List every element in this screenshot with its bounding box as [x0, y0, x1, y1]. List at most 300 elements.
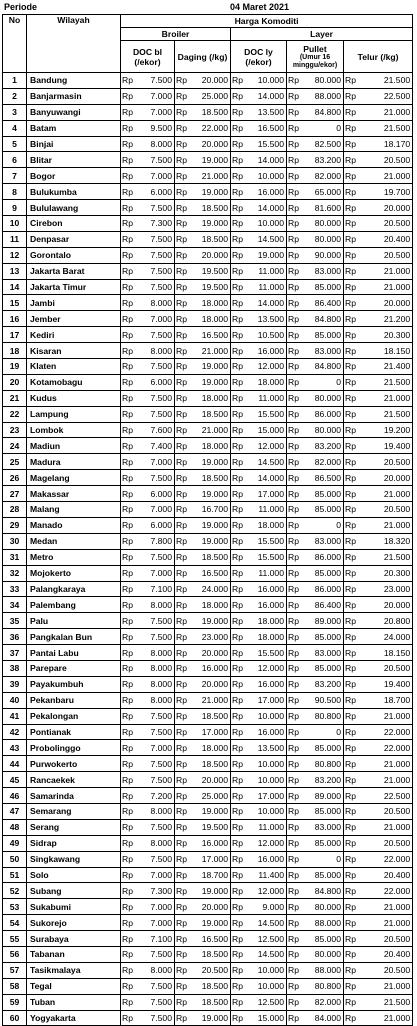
row-wilayah: Blitar	[27, 152, 121, 168]
cell-pullet: 84.800	[300, 359, 344, 375]
currency-label: Rp	[287, 931, 300, 947]
cell-doc-ly: 14.500	[244, 231, 287, 247]
row-no: 37	[3, 645, 27, 661]
currency-label: Rp	[121, 438, 134, 454]
cell-pullet: 83.000	[300, 819, 344, 835]
row-wilayah: Cirebon	[27, 216, 121, 232]
currency-label: Rp	[231, 502, 244, 518]
cell-pullet: 83.200	[300, 676, 344, 692]
table-row	[3, 978, 413, 994]
header-doc-bl: DOC bl (/ekor)	[121, 41, 175, 73]
cell-pullet: 80.000	[300, 946, 344, 962]
currency-label: Rp	[287, 676, 300, 692]
currency-label: Rp	[175, 756, 188, 772]
cell-pullet: 88.000	[300, 962, 344, 978]
row-wilayah: Pantai Labu	[27, 645, 121, 661]
currency-label: Rp	[287, 756, 300, 772]
cell-doc-ly: 17.000	[244, 788, 287, 804]
currency-label: Rp	[231, 343, 244, 359]
currency-label: Rp	[175, 708, 188, 724]
cell-doc-ly: 15.500	[244, 533, 287, 549]
row-no: 42	[3, 724, 27, 740]
row-no: 14	[3, 279, 27, 295]
cell-pullet: 83.200	[300, 438, 344, 454]
cell-telur: 20.500	[357, 835, 413, 851]
cell-daging: 19.000	[188, 152, 231, 168]
currency-label: Rp	[231, 263, 244, 279]
currency-label: Rp	[175, 359, 188, 375]
currency-label: Rp	[175, 867, 188, 883]
cell-daging: 18.000	[188, 740, 231, 756]
cell-doc-ly: 10.000	[244, 772, 287, 788]
cell-pullet: 84.000	[300, 1010, 344, 1026]
currency-label: Rp	[121, 231, 134, 247]
cell-doc-ly: 11.000	[244, 819, 287, 835]
table-row	[3, 676, 413, 692]
cell-pullet: 80.800	[300, 756, 344, 772]
table-row	[3, 73, 413, 89]
currency-label: Rp	[231, 247, 244, 263]
table-row	[3, 851, 413, 867]
currency-label: Rp	[231, 788, 244, 804]
table-row	[3, 772, 413, 788]
currency-label: Rp	[231, 120, 244, 136]
row-no: 45	[3, 772, 27, 788]
currency-label: Rp	[121, 136, 134, 152]
row-wilayah: Tuban	[27, 994, 121, 1010]
currency-label: Rp	[287, 724, 300, 740]
cell-pullet: 85.000	[300, 629, 344, 645]
row-no: 43	[3, 740, 27, 756]
row-no: 28	[3, 502, 27, 518]
currency-label: Rp	[231, 374, 244, 390]
currency-label: Rp	[231, 629, 244, 645]
cell-telur: 20.500	[357, 803, 413, 819]
row-no: 11	[3, 231, 27, 247]
currency-label: Rp	[344, 454, 357, 470]
currency-label: Rp	[175, 517, 188, 533]
cell-doc-bl: 7.500	[134, 359, 175, 375]
cell-doc-bl: 8.000	[134, 835, 175, 851]
currency-label: Rp	[344, 88, 357, 104]
header-wilayah: Wilayah	[27, 15, 121, 73]
currency-label: Rp	[344, 676, 357, 692]
cell-doc-bl: 7.600	[134, 422, 175, 438]
cell-telur: 20.400	[357, 231, 413, 247]
currency-label: Rp	[121, 216, 134, 232]
currency-label: Rp	[175, 645, 188, 661]
row-no: 15	[3, 295, 27, 311]
currency-label: Rp	[344, 597, 357, 613]
currency-label: Rp	[287, 1010, 300, 1026]
cell-daging: 18.500	[188, 708, 231, 724]
table-row	[3, 390, 413, 406]
currency-label: Rp	[121, 660, 134, 676]
currency-label: Rp	[344, 978, 357, 994]
table-row	[3, 867, 413, 883]
cell-telur: 20.000	[357, 200, 413, 216]
currency-label: Rp	[175, 327, 188, 343]
row-wilayah: Subang	[27, 883, 121, 899]
cell-pullet: 80.000	[300, 73, 344, 89]
currency-label: Rp	[287, 803, 300, 819]
row-wilayah: Batam	[27, 120, 121, 136]
currency-label: Rp	[121, 835, 134, 851]
cell-telur: 18.700	[357, 692, 413, 708]
currency-label: Rp	[344, 1010, 357, 1026]
currency-label: Rp	[121, 73, 134, 89]
currency-label: Rp	[344, 692, 357, 708]
cell-doc-ly: 13.500	[244, 104, 287, 120]
table-row	[3, 565, 413, 581]
currency-label: Rp	[121, 359, 134, 375]
currency-label: Rp	[175, 104, 188, 120]
currency-label: Rp	[287, 629, 300, 645]
cell-doc-bl: 8.000	[134, 645, 175, 661]
cell-doc-bl: 7.400	[134, 438, 175, 454]
currency-label: Rp	[231, 613, 244, 629]
currency-label: Rp	[175, 931, 188, 947]
header-no: No	[3, 15, 27, 73]
currency-label: Rp	[175, 422, 188, 438]
title-bar	[0, 0, 417, 14]
currency-label: Rp	[175, 168, 188, 184]
currency-label: Rp	[121, 597, 134, 613]
table-row	[3, 168, 413, 184]
cell-telur: 21.000	[357, 1010, 413, 1026]
period-date: 04 Maret 2021	[230, 2, 290, 12]
cell-telur: 18.170	[357, 136, 413, 152]
cell-doc-bl: 7.000	[134, 88, 175, 104]
cell-telur: 21.000	[357, 390, 413, 406]
currency-label: Rp	[344, 851, 357, 867]
currency-label: Rp	[231, 867, 244, 883]
header-pullet	[287, 41, 344, 73]
cell-telur: 21.000	[357, 279, 413, 295]
cell-daging: 19.000	[188, 883, 231, 899]
cell-telur: 21.000	[357, 517, 413, 533]
cell-doc-bl: 8.000	[134, 692, 175, 708]
table-row	[3, 692, 413, 708]
cell-doc-bl: 7.000	[134, 311, 175, 327]
row-wilayah: Singkawang	[27, 851, 121, 867]
currency-label: Rp	[121, 374, 134, 390]
currency-label: Rp	[175, 136, 188, 152]
cell-doc-ly: 16.500	[244, 120, 287, 136]
row-no: 49	[3, 835, 27, 851]
row-wilayah: Yogyakarta	[27, 1010, 121, 1026]
cell-doc-ly: 12.500	[244, 994, 287, 1010]
cell-doc-ly: 15.500	[244, 136, 287, 152]
currency-label: Rp	[287, 502, 300, 518]
cell-telur: 22.000	[357, 740, 413, 756]
currency-label: Rp	[344, 931, 357, 947]
table-row	[3, 374, 413, 390]
currency-label: Rp	[121, 470, 134, 486]
cell-pullet: 65.000	[300, 184, 344, 200]
currency-label: Rp	[287, 406, 300, 422]
row-wilayah: Metro	[27, 549, 121, 565]
cell-doc-bl: 7.000	[134, 915, 175, 931]
row-no: 29	[3, 517, 27, 533]
row-no: 58	[3, 978, 27, 994]
row-wilayah: Samarinda	[27, 788, 121, 804]
currency-label: Rp	[287, 899, 300, 915]
currency-label: Rp	[344, 533, 357, 549]
currency-label: Rp	[231, 88, 244, 104]
cell-doc-ly: 13.500	[244, 311, 287, 327]
currency-label: Rp	[344, 772, 357, 788]
currency-label: Rp	[287, 374, 300, 390]
currency-label: Rp	[344, 724, 357, 740]
currency-label: Rp	[344, 390, 357, 406]
row-no: 47	[3, 803, 27, 819]
cell-pullet: 0	[300, 517, 344, 533]
cell-pullet: 0	[300, 724, 344, 740]
currency-label: Rp	[231, 454, 244, 470]
cell-telur: 21.000	[357, 899, 413, 915]
currency-label: Rp	[344, 374, 357, 390]
currency-label: Rp	[231, 581, 244, 597]
row-wilayah: Palembang	[27, 597, 121, 613]
currency-label: Rp	[287, 946, 300, 962]
row-no: 51	[3, 867, 27, 883]
row-wilayah: Probolinggo	[27, 740, 121, 756]
cell-doc-bl: 7.100	[134, 581, 175, 597]
cell-doc-bl: 7.500	[134, 200, 175, 216]
cell-telur: 23.000	[357, 581, 413, 597]
cell-doc-bl: 7.000	[134, 740, 175, 756]
cell-doc-bl: 7.500	[134, 549, 175, 565]
row-no: 16	[3, 311, 27, 327]
cell-pullet: 80.000	[300, 231, 344, 247]
row-wilayah: Tasikmalaya	[27, 962, 121, 978]
cell-daging: 16.000	[188, 835, 231, 851]
currency-label: Rp	[231, 851, 244, 867]
row-no: 57	[3, 962, 27, 978]
currency-label: Rp	[231, 565, 244, 581]
cell-doc-bl: 8.000	[134, 597, 175, 613]
row-no: 20	[3, 374, 27, 390]
row-wilayah: Bululawang	[27, 200, 121, 216]
currency-label: Rp	[344, 104, 357, 120]
currency-label: Rp	[231, 200, 244, 216]
currency-label: Rp	[287, 708, 300, 724]
cell-daging: 18.500	[188, 549, 231, 565]
cell-daging: 25.000	[188, 88, 231, 104]
cell-doc-ly: 10.000	[244, 756, 287, 772]
table-row	[3, 581, 413, 597]
cell-pullet: 83.200	[300, 772, 344, 788]
cell-doc-ly: 14.500	[244, 946, 287, 962]
table-row	[3, 184, 413, 200]
cell-telur: 20.500	[357, 454, 413, 470]
currency-label: Rp	[121, 803, 134, 819]
currency-label: Rp	[121, 613, 134, 629]
currency-label: Rp	[231, 136, 244, 152]
cell-telur: 19.700	[357, 184, 413, 200]
cell-doc-bl: 7.500	[134, 247, 175, 263]
cell-daging: 20.000	[188, 899, 231, 915]
cell-doc-ly: 16.000	[244, 597, 287, 613]
cell-doc-ly: 12.000	[244, 835, 287, 851]
cell-daging: 19.500	[188, 279, 231, 295]
row-wilayah: Sidrap	[27, 835, 121, 851]
currency-label: Rp	[121, 517, 134, 533]
row-no: 30	[3, 533, 27, 549]
row-no: 36	[3, 629, 27, 645]
cell-doc-bl: 7.000	[134, 168, 175, 184]
cell-pullet: 82.000	[300, 168, 344, 184]
row-wilayah: Mojokerto	[27, 565, 121, 581]
currency-label: Rp	[175, 692, 188, 708]
currency-label: Rp	[231, 1010, 244, 1026]
currency-label: Rp	[344, 581, 357, 597]
currency-label: Rp	[344, 835, 357, 851]
cell-doc-ly: 10.000	[244, 73, 287, 89]
currency-label: Rp	[344, 740, 357, 756]
currency-label: Rp	[231, 946, 244, 962]
currency-label: Rp	[121, 152, 134, 168]
currency-label: Rp	[287, 581, 300, 597]
currency-label: Rp	[287, 883, 300, 899]
table-row	[3, 803, 413, 819]
cell-telur: 21.500	[357, 120, 413, 136]
cell-doc-bl: 7.500	[134, 470, 175, 486]
row-no: 48	[3, 819, 27, 835]
currency-label: Rp	[121, 819, 134, 835]
cell-daging: 16.500	[188, 327, 231, 343]
row-wilayah: Lampung	[27, 406, 121, 422]
currency-label: Rp	[175, 486, 188, 502]
cell-telur: 20.500	[357, 931, 413, 947]
row-wilayah: Magelang	[27, 470, 121, 486]
cell-daging: 19.000	[188, 454, 231, 470]
row-no: 35	[3, 613, 27, 629]
currency-label: Rp	[175, 660, 188, 676]
currency-label: Rp	[231, 660, 244, 676]
currency-label: Rp	[175, 502, 188, 518]
cell-pullet: 80.000	[300, 899, 344, 915]
cell-daging: 18.000	[188, 438, 231, 454]
row-no: 21	[3, 390, 27, 406]
cell-daging: 18.500	[188, 946, 231, 962]
currency-label: Rp	[231, 517, 244, 533]
currency-label: Rp	[175, 152, 188, 168]
row-no: 44	[3, 756, 27, 772]
cell-daging: 19.000	[188, 533, 231, 549]
currency-label: Rp	[121, 120, 134, 136]
cell-doc-ly: 16.000	[244, 581, 287, 597]
cell-doc-ly: 17.000	[244, 486, 287, 502]
currency-label: Rp	[344, 327, 357, 343]
table-row	[3, 660, 413, 676]
row-wilayah: Solo	[27, 867, 121, 883]
cell-doc-ly: 19.000	[244, 247, 287, 263]
cell-doc-ly: 18.000	[244, 613, 287, 629]
cell-doc-bl: 7.000	[134, 899, 175, 915]
currency-label: Rp	[175, 994, 188, 1010]
table-row	[3, 104, 413, 120]
row-wilayah: Denpasar	[27, 231, 121, 247]
currency-label: Rp	[175, 740, 188, 756]
currency-label: Rp	[121, 708, 134, 724]
cell-doc-bl: 8.000	[134, 660, 175, 676]
currency-label: Rp	[344, 279, 357, 295]
cell-telur: 20.500	[357, 247, 413, 263]
cell-doc-bl: 7.300	[134, 883, 175, 899]
currency-label: Rp	[175, 803, 188, 819]
row-no: 53	[3, 899, 27, 915]
cell-doc-ly: 11.000	[244, 263, 287, 279]
cell-doc-bl: 7.500	[134, 613, 175, 629]
currency-label: Rp	[231, 168, 244, 184]
currency-label: Rp	[344, 200, 357, 216]
currency-label: Rp	[287, 168, 300, 184]
currency-label: Rp	[231, 803, 244, 819]
cell-telur: 22.000	[357, 851, 413, 867]
row-no: 26	[3, 470, 27, 486]
currency-label: Rp	[231, 533, 244, 549]
table-row	[3, 502, 413, 518]
cell-pullet: 80.800	[300, 708, 344, 724]
row-no: 54	[3, 915, 27, 931]
currency-label: Rp	[175, 470, 188, 486]
currency-label: Rp	[231, 915, 244, 931]
cell-doc-bl: 7.500	[134, 994, 175, 1010]
currency-label: Rp	[121, 676, 134, 692]
currency-label: Rp	[231, 390, 244, 406]
cell-doc-ly: 18.000	[244, 517, 287, 533]
table-row	[3, 740, 413, 756]
row-wilayah: Payakumbuh	[27, 676, 121, 692]
row-no: 10	[3, 216, 27, 232]
header-doc-ly: DOC ly (/ekor)	[231, 41, 287, 73]
currency-label: Rp	[287, 962, 300, 978]
currency-label: Rp	[231, 359, 244, 375]
table-row	[3, 279, 413, 295]
row-no: 40	[3, 692, 27, 708]
row-no: 41	[3, 708, 27, 724]
currency-label: Rp	[231, 152, 244, 168]
currency-label: Rp	[175, 343, 188, 359]
cell-doc-bl: 8.000	[134, 136, 175, 152]
row-wilayah: Purwokerto	[27, 756, 121, 772]
row-no: 9	[3, 200, 27, 216]
table-row	[3, 962, 413, 978]
cell-daging: 18.000	[188, 295, 231, 311]
cell-daging: 18.000	[188, 597, 231, 613]
currency-label: Rp	[287, 104, 300, 120]
currency-label: Rp	[231, 994, 244, 1010]
cell-telur: 22.500	[357, 788, 413, 804]
currency-label: Rp	[231, 104, 244, 120]
table-row	[3, 899, 413, 915]
row-wilayah: Pekalongan	[27, 708, 121, 724]
currency-label: Rp	[175, 851, 188, 867]
currency-label: Rp	[231, 978, 244, 994]
cell-telur: 21.000	[357, 708, 413, 724]
row-no: 38	[3, 660, 27, 676]
currency-label: Rp	[175, 406, 188, 422]
row-wilayah: Tegal	[27, 978, 121, 994]
cell-pullet: 82.000	[300, 454, 344, 470]
cell-daging: 22.000	[188, 120, 231, 136]
currency-label: Rp	[121, 311, 134, 327]
header-broiler: Broiler	[121, 28, 231, 41]
currency-label: Rp	[231, 279, 244, 295]
cell-doc-bl: 7.500	[134, 708, 175, 724]
